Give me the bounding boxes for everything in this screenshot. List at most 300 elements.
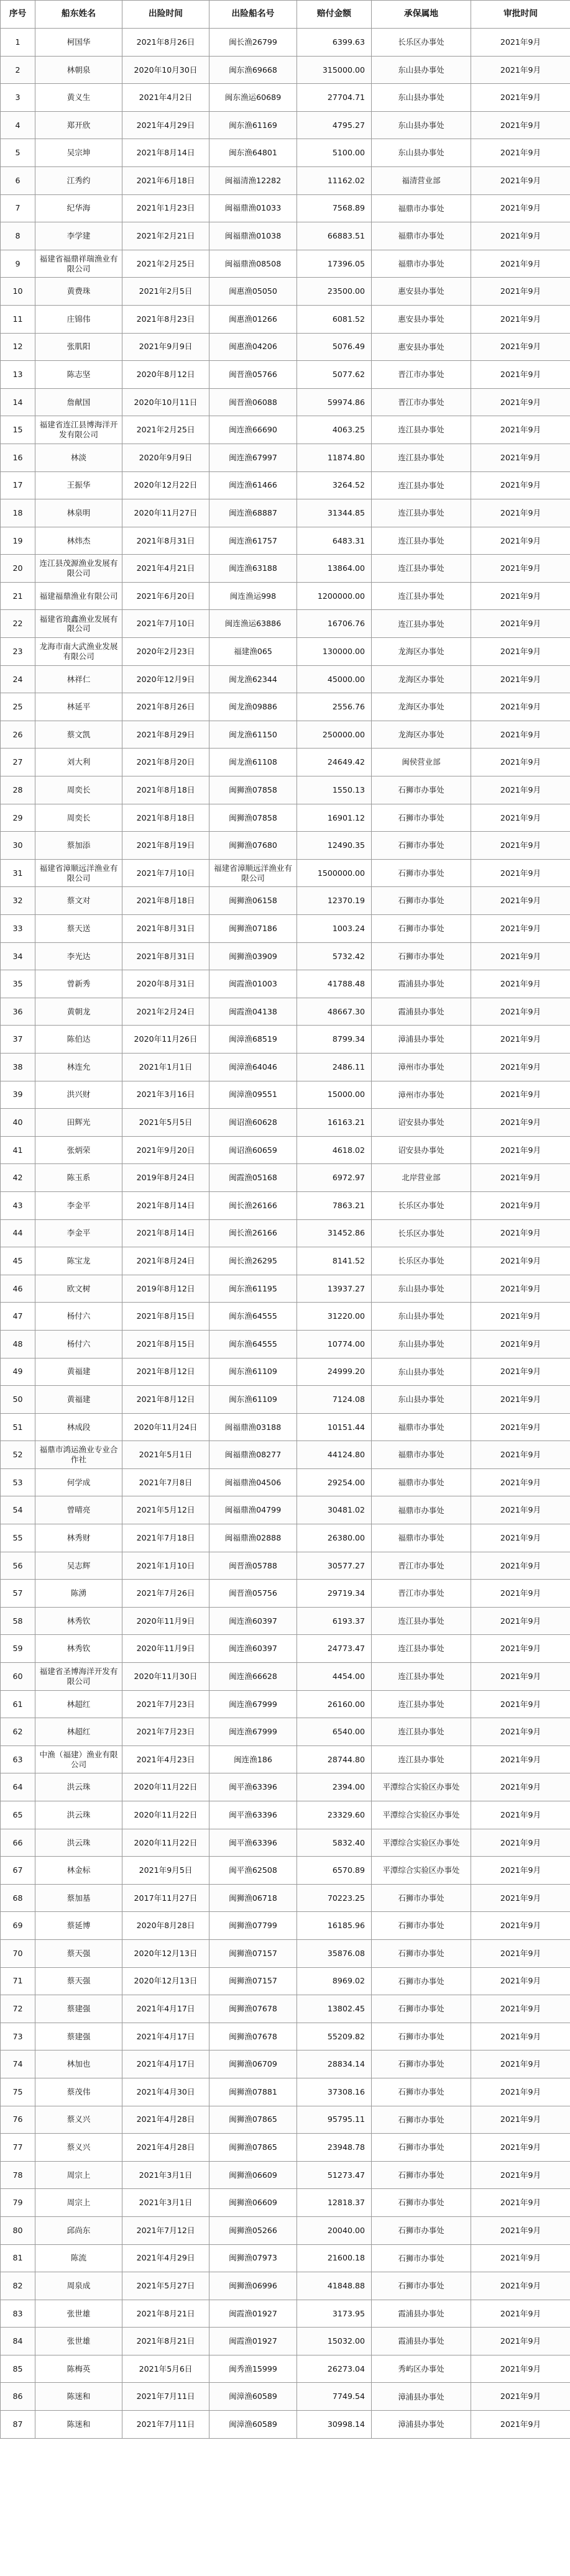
- cell-index: 8: [1, 222, 35, 250]
- cell-owner: 邱尚东: [35, 2216, 122, 2244]
- table-row: [1, 1801, 570, 1829]
- cell-index: 77: [1, 2134, 35, 2162]
- cell-amount: 20040.00: [297, 2216, 372, 2244]
- cell-owner: 林淡: [35, 444, 122, 471]
- cell-region: 福鼎市办事处: [372, 1468, 471, 1496]
- cell-accident-time: 2021年7月26日: [122, 1580, 209, 1608]
- cell-index: 17: [1, 471, 35, 499]
- cell-accident-time: 2021年9月20日: [122, 1136, 209, 1164]
- cell-owner: 洪云珠: [35, 1801, 122, 1829]
- cell-approval-time: 2021年9月: [471, 915, 570, 943]
- cell-owner: 陈迷和: [35, 2383, 122, 2411]
- table-row: [1, 1468, 570, 1496]
- cell-region: 平潭综合实验区办事处: [372, 1829, 471, 1857]
- cell-ship-number: 闽连渔60397: [209, 1635, 297, 1663]
- cell-owner: 林泉明: [35, 499, 122, 527]
- cell-amount: 59974.86: [297, 388, 372, 416]
- cell-index: 81: [1, 2244, 35, 2272]
- table-row: [1, 859, 570, 887]
- cell-region: 石狮市办事处: [372, 2161, 471, 2189]
- cell-ship-number: 闽诏渔60659: [209, 1136, 297, 1164]
- cell-amount: 5076.49: [297, 333, 372, 361]
- table-row: [1, 1967, 570, 1995]
- cell-amount: 6483.31: [297, 527, 372, 555]
- cell-region: 石狮市办事处: [372, 887, 471, 915]
- table-row: [1, 1109, 570, 1137]
- cell-accident-time: 2021年8月31日: [122, 942, 209, 970]
- table-row: [1, 1552, 570, 1580]
- cell-region: 漳州市办事处: [372, 1053, 471, 1081]
- cell-ship-number: 闽长渔26166: [209, 1219, 297, 1247]
- cell-region: 东山县办事处: [372, 111, 471, 139]
- cell-ship-number: 闽霞渔01927: [209, 2328, 297, 2355]
- cell-region: 东山县办事处: [372, 1386, 471, 1414]
- cell-accident-time: 2021年8月18日: [122, 776, 209, 804]
- cell-index: 74: [1, 2050, 35, 2078]
- cell-ship-number: 闽漳渔64046: [209, 1053, 297, 1081]
- cell-region: 连江县办事处: [372, 1690, 471, 1718]
- cell-index: 15: [1, 416, 35, 444]
- cell-ship-number: 闽漳渔09551: [209, 1081, 297, 1109]
- cell-region: 石狮市办事处: [372, 2272, 471, 2300]
- cell-index: 70: [1, 1939, 35, 1967]
- cell-ship-number: 闽平渔62508: [209, 1857, 297, 1885]
- cell-accident-time: 2021年8月15日: [122, 1330, 209, 1358]
- cell-accident-time: 2020年8月31日: [122, 970, 209, 998]
- cell-ship-number: 闽狮渔06609: [209, 2161, 297, 2189]
- cell-region: 漳州市办事处: [372, 1081, 471, 1109]
- cell-owner: 周奕长: [35, 804, 122, 832]
- table-row: [1, 1441, 570, 1469]
- table-row: [1, 2023, 570, 2050]
- cell-accident-time: 2021年8月31日: [122, 915, 209, 943]
- cell-approval-time: 2021年9月: [471, 1745, 570, 1773]
- cell-region: 东山县办事处: [372, 139, 471, 167]
- cell-amount: 7124.08: [297, 1386, 372, 1414]
- cell-approval-time: 2021年9月: [471, 1967, 570, 1995]
- cell-index: 61: [1, 1690, 35, 1718]
- cell-owner: 蔡加添: [35, 832, 122, 860]
- cell-index: 3: [1, 84, 35, 112]
- cell-ship-number: 闽狮渔06718: [209, 1884, 297, 1912]
- cell-owner: 蔡文凯: [35, 721, 122, 749]
- table-row: [1, 1136, 570, 1164]
- cell-approval-time: 2021年9月: [471, 1441, 570, 1469]
- header-cell-approval-time: 审批时间: [471, 1, 570, 29]
- cell-amount: 1200000.00: [297, 582, 372, 610]
- cell-index: 58: [1, 1607, 35, 1635]
- cell-amount: 3173.95: [297, 2300, 372, 2328]
- cell-index: 24: [1, 665, 35, 693]
- cell-accident-time: 2020年8月12日: [122, 361, 209, 389]
- cell-approval-time: 2021年9月: [471, 166, 570, 194]
- cell-index: 12: [1, 333, 35, 361]
- cell-region: 霞浦县办事处: [372, 998, 471, 1026]
- cell-approval-time: 2021年9月: [471, 1026, 570, 1054]
- cell-ship-number: 闽狮渔06709: [209, 2050, 297, 2078]
- table-row: [1, 139, 570, 167]
- cell-approval-time: 2021年9月: [471, 1219, 570, 1247]
- cell-ship-number: 闽霞渔05168: [209, 1164, 297, 1192]
- cell-amount: 8141.52: [297, 1247, 372, 1275]
- cell-ship-number: 闽狮渔07973: [209, 2244, 297, 2272]
- cell-approval-time: 2021年9月: [471, 111, 570, 139]
- cell-ship-number: 闽长渔26166: [209, 1191, 297, 1219]
- cell-accident-time: 2020年2月23日: [122, 638, 209, 666]
- header-cell-owner: 船东姓名: [35, 1, 122, 29]
- cell-owner: 蔡加基: [35, 1884, 122, 1912]
- cell-amount: 95795.11: [297, 2106, 372, 2134]
- cell-region: 东山县办事处: [372, 1303, 471, 1331]
- cell-index: 30: [1, 832, 35, 860]
- cell-ship-number: 闽连渔运63886: [209, 610, 297, 638]
- cell-region: 连江县办事处: [372, 610, 471, 638]
- cell-region: 晋江市办事处: [372, 1580, 471, 1608]
- cell-approval-time: 2021年9月: [471, 2244, 570, 2272]
- cell-accident-time: 2021年5月27日: [122, 2272, 209, 2300]
- cell-accident-time: 2021年8月31日: [122, 527, 209, 555]
- cell-ship-number: 闽狮渔07865: [209, 2106, 297, 2134]
- cell-index: 83: [1, 2300, 35, 2328]
- cell-accident-time: 2020年11月22日: [122, 1801, 209, 1829]
- cell-owner: 蔡延博: [35, 1912, 122, 1940]
- cell-index: 49: [1, 1358, 35, 1386]
- cell-region: 福鼎市办事处: [372, 1524, 471, 1552]
- cell-amount: 10151.44: [297, 1413, 372, 1441]
- cell-approval-time: 2021年9月: [471, 1468, 570, 1496]
- cell-index: 31: [1, 859, 35, 887]
- cell-approval-time: 2021年9月: [471, 638, 570, 666]
- cell-owner: 李学建: [35, 222, 122, 250]
- cell-approval-time: 2021年9月: [471, 278, 570, 306]
- cell-ship-number: 闽霞渔01003: [209, 970, 297, 998]
- cell-approval-time: 2021年9月: [471, 194, 570, 222]
- cell-amount: 11874.80: [297, 444, 372, 471]
- cell-index: 71: [1, 1967, 35, 1995]
- cell-owner: 林连允: [35, 1053, 122, 1081]
- cell-approval-time: 2021年9月: [471, 1413, 570, 1441]
- table-row: [1, 555, 570, 583]
- cell-accident-time: 2021年8月26日: [122, 693, 209, 721]
- cell-accident-time: 2021年2月21日: [122, 222, 209, 250]
- cell-approval-time: 2021年9月: [471, 305, 570, 333]
- cell-accident-time: 2021年2月5日: [122, 278, 209, 306]
- table-row: [1, 1912, 570, 1940]
- cell-index: 22: [1, 610, 35, 638]
- cell-ship-number: 闽惠渔04206: [209, 333, 297, 361]
- table-row: [1, 1358, 570, 1386]
- cell-ship-number: 闽狮渔03909: [209, 942, 297, 970]
- cell-approval-time: 2021年9月: [471, 1663, 570, 1691]
- cell-approval-time: 2021年9月: [471, 29, 570, 57]
- cell-accident-time: 2020年11月27日: [122, 499, 209, 527]
- cell-region: 晋江市办事处: [372, 1552, 471, 1580]
- cell-amount: 15000.00: [297, 1081, 372, 1109]
- table-row: [1, 2355, 570, 2383]
- cell-region: 连江县办事处: [372, 444, 471, 471]
- cell-owner: 陈流: [35, 2244, 122, 2272]
- cell-accident-time: 2021年8月20日: [122, 749, 209, 776]
- cell-approval-time: 2021年9月: [471, 1718, 570, 1746]
- cell-owner: 林延平: [35, 693, 122, 721]
- cell-owner: 张炳荣: [35, 1136, 122, 1164]
- cell-amount: 6193.37: [297, 1607, 372, 1635]
- cell-accident-time: 2021年4月17日: [122, 2023, 209, 2050]
- cell-region: 漳浦县办事处: [372, 2383, 471, 2411]
- cell-index: 23: [1, 638, 35, 666]
- cell-owner: 林朝泉: [35, 56, 122, 84]
- cell-approval-time: 2021年9月: [471, 1524, 570, 1552]
- cell-approval-time: 2021年9月: [471, 139, 570, 167]
- cell-accident-time: 2021年4月23日: [122, 1745, 209, 1773]
- cell-approval-time: 2021年9月: [471, 749, 570, 776]
- table-row: [1, 527, 570, 555]
- cell-amount: 41788.48: [297, 970, 372, 998]
- cell-accident-time: 2020年11月9日: [122, 1607, 209, 1635]
- cell-index: 34: [1, 942, 35, 970]
- cell-amount: 4618.02: [297, 1136, 372, 1164]
- cell-ship-number: 闽平渔63396: [209, 1801, 297, 1829]
- cell-ship-number: 闽福清渔12282: [209, 166, 297, 194]
- cell-ship-number: 闽龙渔61108: [209, 749, 297, 776]
- cell-approval-time: 2021年9月: [471, 333, 570, 361]
- cell-owner: 李光达: [35, 942, 122, 970]
- cell-approval-time: 2021年9月: [471, 361, 570, 389]
- cell-region: 石狮市办事处: [372, 859, 471, 887]
- cell-approval-time: 2021年9月: [471, 250, 570, 278]
- cell-ship-number: 闽狮渔07799: [209, 1912, 297, 1940]
- cell-amount: 35876.08: [297, 1939, 372, 1967]
- cell-region: 漳浦县办事处: [372, 2411, 471, 2439]
- table-row: [1, 278, 570, 306]
- cell-amount: 10774.00: [297, 1330, 372, 1358]
- table-row: [1, 1857, 570, 1885]
- cell-approval-time: 2021年9月: [471, 1330, 570, 1358]
- table-row: [1, 361, 570, 389]
- cell-owner: 蔡茂伟: [35, 2078, 122, 2106]
- table-row: [1, 1580, 570, 1608]
- cell-owner: 蔡义兴: [35, 2106, 122, 2134]
- cell-ship-number: 闽东渔64801: [209, 139, 297, 167]
- cell-approval-time: 2021年9月: [471, 1690, 570, 1718]
- cell-amount: 6540.00: [297, 1718, 372, 1746]
- cell-owner: 林超红: [35, 1718, 122, 1746]
- cell-owner: 连江县茂源渔业发展有限公司: [35, 555, 122, 583]
- cell-ship-number: 闽霞渔01927: [209, 2300, 297, 2328]
- cell-ship-number: 闽福鼎渔03188: [209, 1413, 297, 1441]
- table-row: [1, 998, 570, 1026]
- cell-accident-time: 2021年9月9日: [122, 333, 209, 361]
- cell-region: 平潭综合实验区办事处: [372, 1801, 471, 1829]
- cell-owner: 陈宝龙: [35, 1247, 122, 1275]
- cell-ship-number: 闽东渔运60689: [209, 84, 297, 112]
- cell-accident-time: 2021年5月5日: [122, 1109, 209, 1137]
- cell-approval-time: 2021年9月: [471, 1053, 570, 1081]
- cell-amount: 6081.52: [297, 305, 372, 333]
- cell-owner: 林炜杰: [35, 527, 122, 555]
- cell-owner: 福建省琅鑫渔业发展有限公司: [35, 610, 122, 638]
- cell-index: 9: [1, 250, 35, 278]
- cell-region: 福鼎市办事处: [372, 222, 471, 250]
- cell-amount: 6399.63: [297, 29, 372, 57]
- cell-accident-time: 2021年2月25日: [122, 250, 209, 278]
- cell-ship-number: 闽福鼎渔08508: [209, 250, 297, 278]
- cell-owner: 周泉成: [35, 2272, 122, 2300]
- cell-approval-time: 2021年9月: [471, 1635, 570, 1663]
- table-row: [1, 194, 570, 222]
- table-row: [1, 2216, 570, 2244]
- cell-ship-number: 闽连渔66628: [209, 1663, 297, 1691]
- cell-approval-time: 2021年9月: [471, 1607, 570, 1635]
- cell-ship-number: 闽狮渔07157: [209, 1967, 297, 1995]
- table-row: [1, 721, 570, 749]
- cell-amount: 4063.25: [297, 416, 372, 444]
- cell-approval-time: 2021年9月: [471, 998, 570, 1026]
- table-row: [1, 1413, 570, 1441]
- cell-ship-number: 闽连渔60397: [209, 1607, 297, 1635]
- cell-region: 东山县办事处: [372, 1330, 471, 1358]
- cell-amount: 2486.11: [297, 1053, 372, 1081]
- cell-approval-time: 2021年9月: [471, 1275, 570, 1303]
- cell-index: 48: [1, 1330, 35, 1358]
- cell-region: 石狮市办事处: [372, 2050, 471, 2078]
- cell-accident-time: 2021年8月23日: [122, 305, 209, 333]
- cell-accident-time: 2021年8月26日: [122, 29, 209, 57]
- cell-accident-time: 2020年11月26日: [122, 1026, 209, 1054]
- table-row: [1, 1303, 570, 1331]
- cell-region: 石狮市办事处: [372, 1884, 471, 1912]
- cell-amount: 30998.14: [297, 2411, 372, 2439]
- cell-owner: 张世雄: [35, 2328, 122, 2355]
- table-row: [1, 388, 570, 416]
- table-row: [1, 2244, 570, 2272]
- cell-accident-time: 2021年7月12日: [122, 2216, 209, 2244]
- cell-ship-number: 闽诏渔60628: [209, 1109, 297, 1137]
- cell-ship-number: 闽平渔63396: [209, 1773, 297, 1801]
- cell-ship-number: 闽狮渔06996: [209, 2272, 297, 2300]
- cell-ship-number: 闽连渔67997: [209, 444, 297, 471]
- cell-approval-time: 2021年9月: [471, 859, 570, 887]
- cell-accident-time: 2021年4月2日: [122, 84, 209, 112]
- cell-owner: 田辉光: [35, 1109, 122, 1137]
- cell-amount: 13802.45: [297, 1995, 372, 2023]
- cell-accident-time: 2019年8月12日: [122, 1275, 209, 1303]
- cell-approval-time: 2021年9月: [471, 1136, 570, 1164]
- cell-index: 84: [1, 2328, 35, 2355]
- cell-index: 69: [1, 1912, 35, 1940]
- cell-accident-time: 2019年8月24日: [122, 1164, 209, 1192]
- cell-index: 4: [1, 111, 35, 139]
- table-row: [1, 1884, 570, 1912]
- cell-amount: 1500000.00: [297, 859, 372, 887]
- cell-accident-time: 2021年7月11日: [122, 2383, 209, 2411]
- cell-region: 东山县办事处: [372, 1275, 471, 1303]
- cell-approval-time: 2021年9月: [471, 1164, 570, 1192]
- cell-owner: 陈迷和: [35, 2411, 122, 2439]
- cell-index: 86: [1, 2383, 35, 2411]
- cell-region: 霞浦县办事处: [372, 970, 471, 998]
- table-row: [1, 1164, 570, 1192]
- table-row: [1, 2050, 570, 2078]
- table-row: [1, 2134, 570, 2162]
- cell-approval-time: 2021年9月: [471, 2383, 570, 2411]
- cell-amount: 7568.89: [297, 194, 372, 222]
- cell-index: 35: [1, 970, 35, 998]
- cell-owner: 福鼎市鸿运渔业专业合作社: [35, 1441, 122, 1469]
- cell-index: 45: [1, 1247, 35, 1275]
- cell-region: 长乐区办事处: [372, 29, 471, 57]
- cell-ship-number: 闽龙渔61150: [209, 721, 297, 749]
- table-row: [1, 665, 570, 693]
- cell-owner: 福建省福鼎祥瑞渔业有限公司: [35, 250, 122, 278]
- cell-ship-number: 闽霞渔04138: [209, 998, 297, 1026]
- header-cell-accident-time: 出险时间: [122, 1, 209, 29]
- table-row: [1, 1247, 570, 1275]
- cell-owner: 陈梅英: [35, 2355, 122, 2383]
- cell-amount: 2556.76: [297, 693, 372, 721]
- cell-index: 27: [1, 749, 35, 776]
- cell-approval-time: 2021年9月: [471, 1912, 570, 1940]
- cell-amount: 23500.00: [297, 278, 372, 306]
- cell-accident-time: 2021年7月8日: [122, 1468, 209, 1496]
- cell-amount: 1550.13: [297, 776, 372, 804]
- cell-index: 13: [1, 361, 35, 389]
- cell-region: 石狮市办事处: [372, 804, 471, 832]
- cell-index: 54: [1, 1496, 35, 1524]
- cell-amount: 130000.00: [297, 638, 372, 666]
- cell-region: 连江县办事处: [372, 555, 471, 583]
- cell-index: 78: [1, 2161, 35, 2189]
- cell-approval-time: 2021年9月: [471, 1081, 570, 1109]
- table-row: [1, 776, 570, 804]
- cell-approval-time: 2021年9月: [471, 2106, 570, 2134]
- cell-ship-number: 闽狮渔07680: [209, 832, 297, 860]
- cell-owner: 柯国华: [35, 29, 122, 57]
- cell-accident-time: 2020年10月11日: [122, 388, 209, 416]
- table-row: [1, 1219, 570, 1247]
- table-row: [1, 1635, 570, 1663]
- cell-owner: 李金平: [35, 1219, 122, 1247]
- cell-owner: 黄费珠: [35, 278, 122, 306]
- cell-index: 67: [1, 1857, 35, 1885]
- cell-amount: 8969.02: [297, 1967, 372, 1995]
- table-row: [1, 749, 570, 776]
- cell-region: 石狮市办事处: [372, 1967, 471, 1995]
- table-row: [1, 1330, 570, 1358]
- cell-index: 66: [1, 1829, 35, 1857]
- cell-index: 18: [1, 499, 35, 527]
- cell-approval-time: 2021年9月: [471, 2411, 570, 2439]
- table-row: [1, 1275, 570, 1303]
- cell-index: 62: [1, 1718, 35, 1746]
- cell-region: 石狮市办事处: [372, 942, 471, 970]
- cell-index: 51: [1, 1413, 35, 1441]
- cell-index: 20: [1, 555, 35, 583]
- cell-index: 82: [1, 2272, 35, 2300]
- cell-approval-time: 2021年9月: [471, 582, 570, 610]
- cell-region: 石狮市办事处: [372, 1912, 471, 1940]
- cell-index: 25: [1, 693, 35, 721]
- cell-amount: 27704.71: [297, 84, 372, 112]
- cell-ship-number: 闽狮渔07858: [209, 776, 297, 804]
- cell-owner: 曾新秀: [35, 970, 122, 998]
- cell-ship-number: 闽连渔67999: [209, 1718, 297, 1746]
- cell-amount: 5077.62: [297, 361, 372, 389]
- cell-accident-time: 2020年9月9日: [122, 444, 209, 471]
- cell-amount: 11162.02: [297, 166, 372, 194]
- cell-region: 连江县办事处: [372, 416, 471, 444]
- cell-approval-time: 2021年9月: [471, 471, 570, 499]
